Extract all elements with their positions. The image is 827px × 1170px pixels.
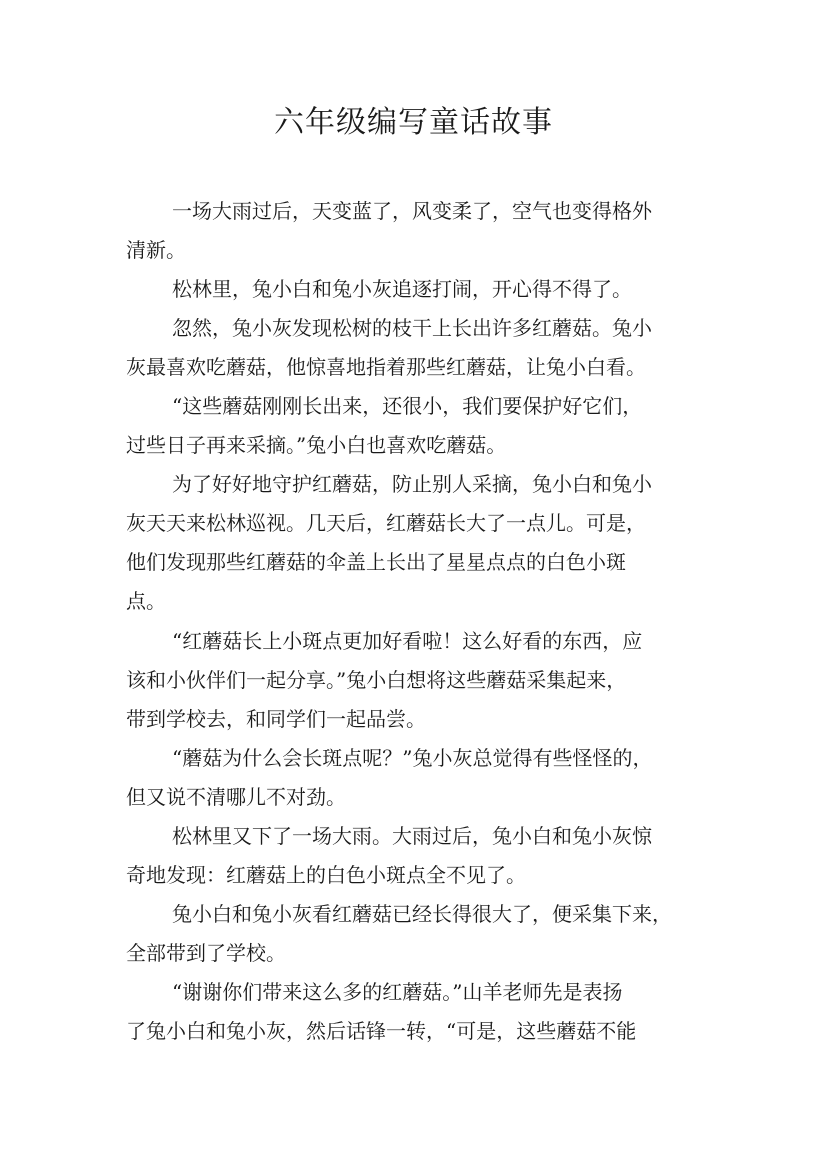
story-line: 忽然，兔小灰发现松树的枝干上长出许多红蘑菇。兔小	[172, 316, 652, 340]
story-line: 全部带到了学校。	[126, 941, 286, 965]
story-line: 奇地发现：红蘑菇上的白色小斑点全不见了。	[126, 863, 526, 887]
story-line: 了兔小白和兔小灰，然后话锋一转，“可是，这些蘑菇不能	[126, 1019, 637, 1043]
story-line: 但又说不清哪儿不对劲。	[126, 785, 346, 809]
story-line: 清新。	[126, 238, 186, 262]
story-line: “这些蘑菇刚刚长出来，还很小，我们要保护好它们，	[172, 394, 643, 418]
document-title: 六年级编写童话故事	[274, 105, 553, 140]
story-line: 一场大雨过后，天变蓝了，风变柔了，空气也变得格外	[172, 199, 652, 223]
story-line: 过些日子再来采摘。”兔小白也喜欢吃蘑菇。	[126, 433, 507, 457]
story-line: 他们发现那些红蘑菇的伞盖上长出了星星点点的白色小斑	[126, 550, 626, 574]
story-line: 带到学校去，和同学们一起品尝。	[126, 707, 426, 731]
story-line: 灰天天来松林巡视。几天后，红蘑菇长大了一点儿。可是，	[126, 511, 646, 535]
story-line: 点。	[126, 589, 166, 613]
story-line: 为了好好地守护红蘑菇，防止别人采摘，兔小白和兔小	[172, 472, 652, 496]
story-line: 该和小伙伴们一起分享。”兔小白想将这些蘑菇采集起来，	[126, 668, 627, 692]
story-line: 灰最喜欢吃蘑菇，他惊喜地指着那些红蘑菇，让兔小白看。	[126, 355, 646, 379]
story-line: “红蘑菇长上小斑点更加好看啦！这么好看的东西，应	[172, 629, 643, 653]
story-line: 松林里又下了一场大雨。大雨过后，兔小白和兔小灰惊	[172, 824, 652, 848]
story-line: 兔小白和兔小灰看红蘑菇已经长得很大了，便采集下来，	[172, 902, 672, 926]
story-line: “谢谢你们带来这么多的红蘑菇。”山羊老师先是表扬	[172, 980, 623, 1004]
story-line: 松林里，兔小白和兔小灰追逐打闹，开心得不得了。	[172, 277, 632, 301]
story-line: “蘑菇为什么会长斑点呢？”兔小灰总觉得有些怪怪的，	[172, 746, 653, 770]
